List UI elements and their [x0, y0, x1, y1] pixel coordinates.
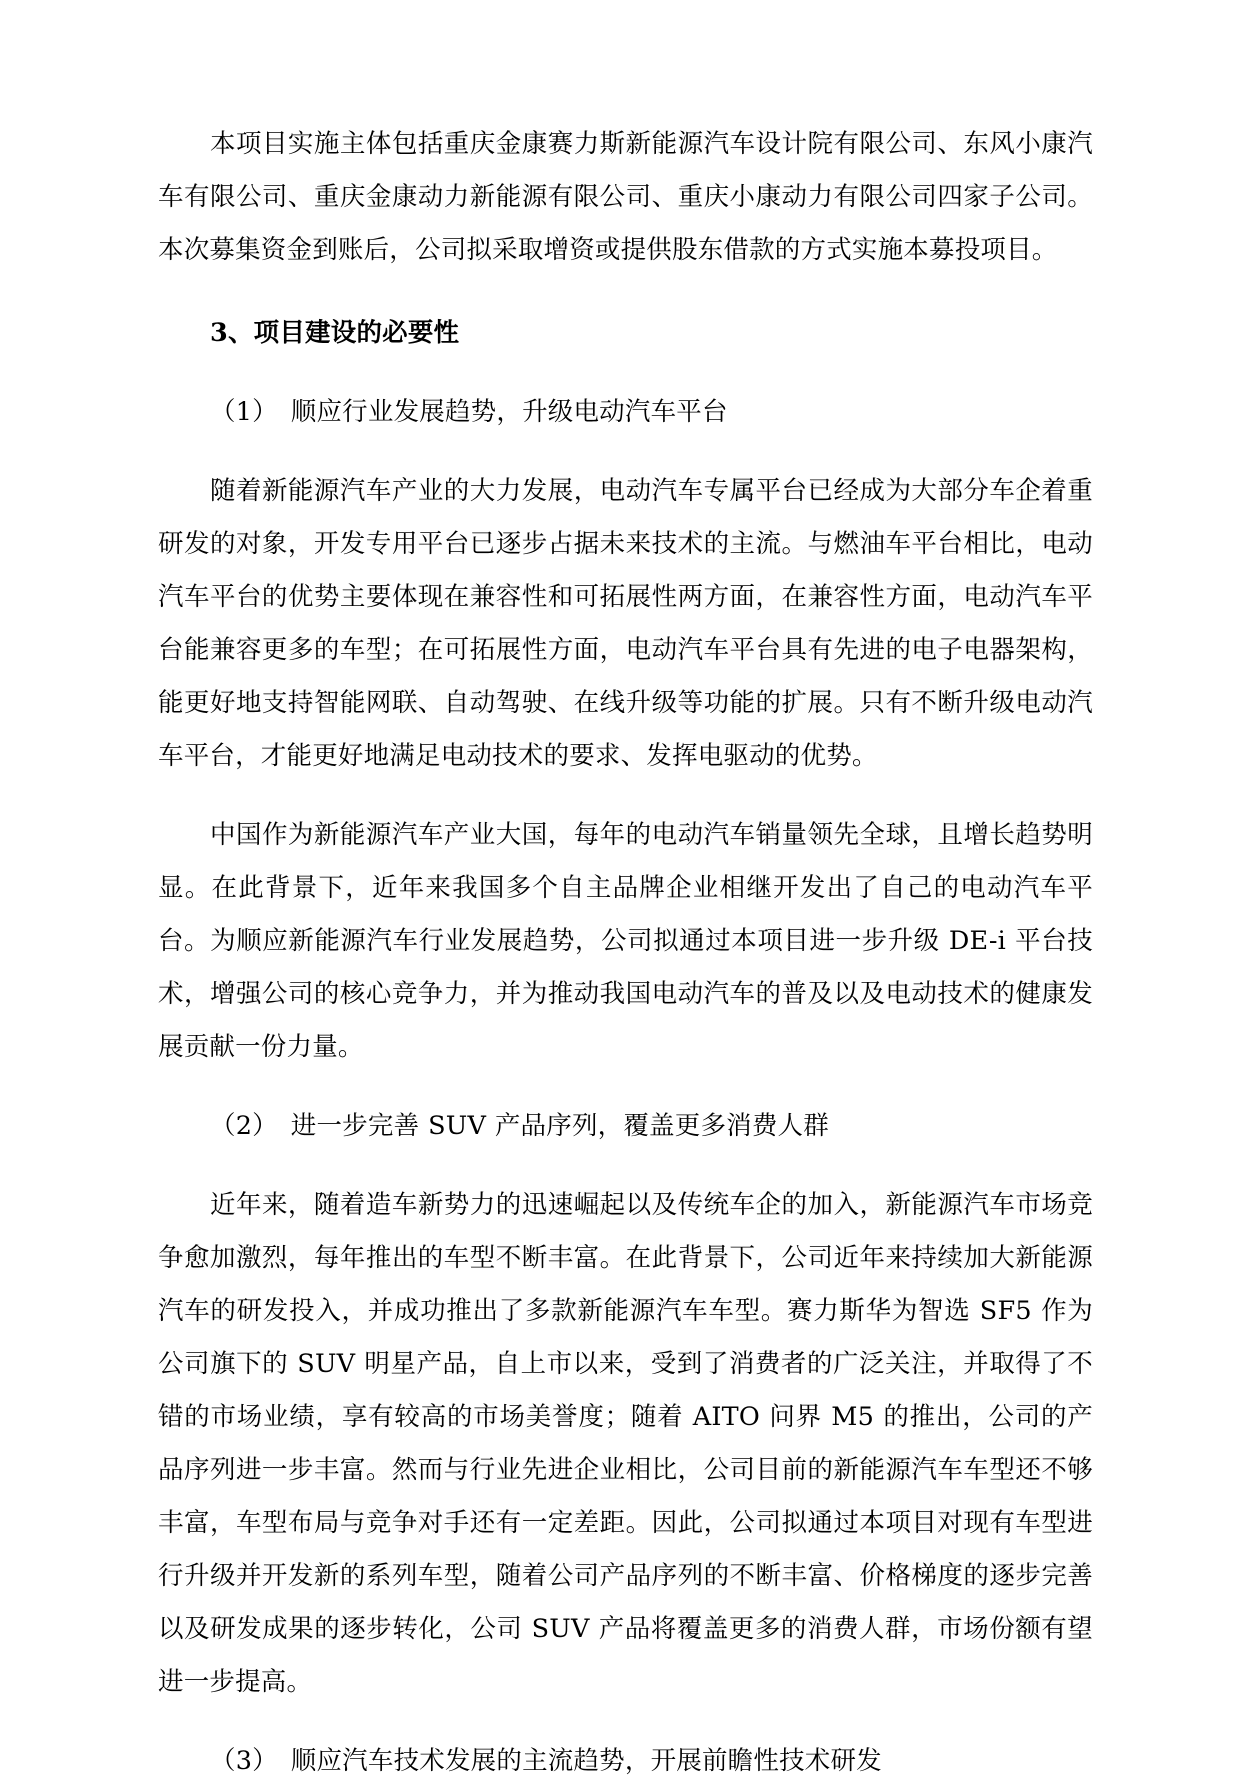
page-content: [158, 118, 1093, 1788]
subheading-forward-looking-rd: （3） 顺应汽车技术发展的主流趋势，开展前瞻性技术研发: [210, 1746, 882, 1776]
subheading-improve-suv-lineup: （2） 进一步完善 SUV 产品序列，覆盖更多消费人群: [210, 1111, 829, 1141]
subheading-upgrade-ev-platform: （1） 顺应行业发展趋势，升级电动汽车平台: [210, 397, 728, 427]
spacer: [158, 439, 1093, 465]
spacer: [158, 1709, 1093, 1735]
spacer: [158, 783, 1093, 809]
paragraph-china-ev-market: 中国作为新能源汽车产业大国，每年的电动汽车销量领先全球，且增长趋势明显。在此背景下，近年来我国多个自主品牌企业相继开发出了自己的电动汽车平台。为顺应新能源汽车行业发展趋势，公司拟通过本项目进一步升级 DE-i 平台技术，增强公司的核心竞争力，并为推动我国电动汽车的普及以及电动技术的健康发展贡献一份力量。: [158, 820, 1093, 1062]
paragraph-implementation-entities: 本项目实施主体包括重庆金康赛力斯新能源汽车设计院有限公司、东风小康汽车有限公司、重庆金康动力新能源有限公司、重庆小康动力有限公司四家子公司。本次募集资金到账后，公司拟采取增资或提供股东借款的方式实施本募投项目。: [158, 129, 1093, 265]
spacer: [158, 277, 1093, 307]
spacer: [158, 1074, 1093, 1100]
paragraph-ev-platform-trend: 随着新能源汽车产业的大力发展，电动汽车专属平台已经成为大部分车企着重研发的对象，开发专用平台已逐步占据未来技术的主流。与燃油车平台相比，电动汽车平台的优势主要体现在兼容性和可拓展性两方面，在兼容性方面，电动汽车平台能兼容更多的车型；在可拓展性方面，电动汽车平台具有先进的电子电器架构，能更好地支持智能网联、自动驾驶、在线升级等功能的扩展。只有不断升级电动汽车平台，才能更好地满足电动技术的要求、发挥电驱动的优势。: [158, 476, 1093, 771]
heading-project-necessity: 3、项目建设的必要性: [210, 318, 460, 348]
spacer: [158, 360, 1093, 386]
spacer: [158, 1153, 1093, 1179]
paragraph-suv-product-line: 近年来，随着造车新势力的迅速崛起以及传统车企的加入，新能源汽车市场竞争愈加激烈，每年推出的车型不断丰富。在此背景下，公司近年来持续加大新能源汽车的研发投入，并成功推出了多款新能源汽车车型。赛力斯华为智选 SF5 作为公司旗下的 SUV 明星产品，自上市以来，受到了消费者的广泛关注，并取得了不错的市场业绩，享有较高的市场美誉度；随着 AITO 问界 M5 的推出，公司的产品序列进一步丰富。然而与行业先进企业相比，公司目前的新能源汽车车型还不够丰富，车型布局与竞争对手还有一定差距。因此，公司拟通过本项目对现有车型进行升级并开发新的系列车型，随着公司产品序列的不断丰富、价格梯度的逐步完善以及研发成果的逐步转化，公司 SUV 产品将覆盖更多的消费人群，市场份额有望进一步提高。: [158, 1190, 1093, 1697]
